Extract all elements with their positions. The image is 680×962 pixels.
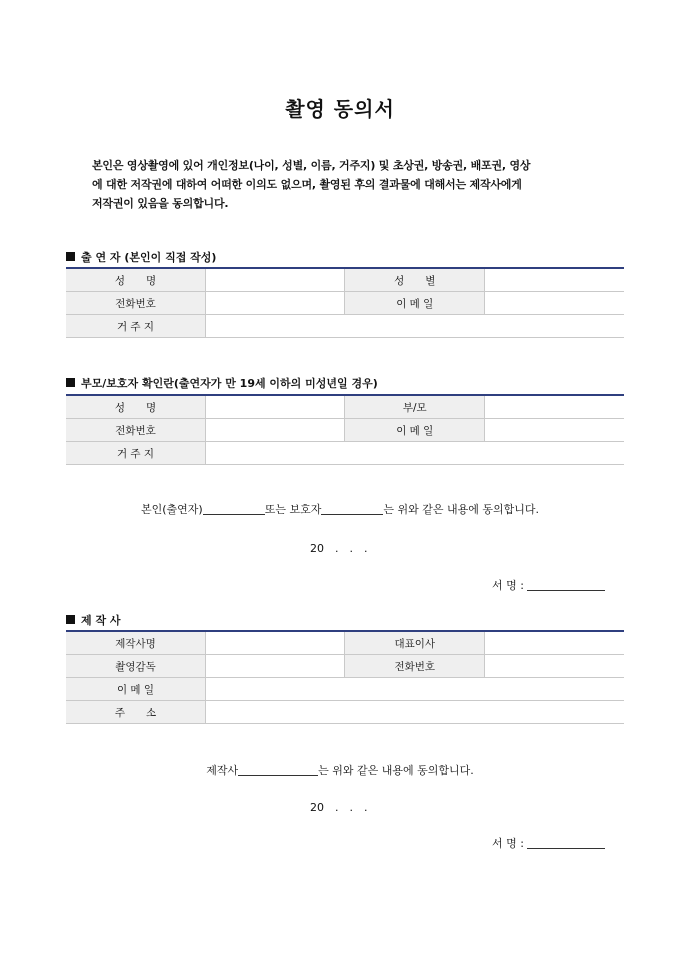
- guardian-name-blank[interactable]: [321, 502, 383, 515]
- producer-consent-line: [0, 762, 680, 778]
- consent1-part3: 는 위와 같은 내용에 동의합니다.: [383, 503, 539, 516]
- producer-company-label: 제작사명: [66, 631, 206, 655]
- performer-email-label: 이 메 일: [345, 292, 485, 315]
- signature-label-2: 서 명 :: [492, 837, 524, 850]
- square-bullet-icon: [66, 252, 75, 261]
- producer-name-blank[interactable]: [238, 763, 318, 776]
- signature-line-2: [492, 835, 605, 851]
- performer-heading-text: 출 연 자 (본인이 직접 작성): [81, 251, 217, 264]
- consent1-part1: 본인(출연자): [141, 503, 203, 516]
- performer-phone-field[interactable]: [206, 292, 345, 315]
- producer-address-label: 주 소: [66, 701, 206, 724]
- consent2-part1: 제작사: [206, 764, 239, 777]
- guardian-address-field[interactable]: [206, 442, 625, 465]
- signature-blank-2[interactable]: [527, 836, 605, 849]
- performer-name-blank[interactable]: [203, 502, 265, 515]
- guardian-relation-label: 부/모: [345, 395, 485, 419]
- intro-line-3: 저작권이 있음을 동의합니다.: [92, 197, 229, 210]
- performer-address-field[interactable]: [206, 315, 625, 338]
- square-bullet-icon: [66, 378, 75, 387]
- producer-ceo-label: 대표이사: [345, 631, 485, 655]
- producer-section-heading: [66, 612, 121, 628]
- guardian-relation-field[interactable]: [485, 395, 624, 419]
- guardian-table: [66, 394, 624, 465]
- guardian-section-heading: [66, 375, 378, 391]
- performer-gender-field[interactable]: [485, 268, 624, 292]
- performer-name-label: 성 명: [66, 268, 206, 292]
- guardian-address-label: 거 주 지: [66, 442, 206, 465]
- producer-director-label: 촬영감독: [66, 655, 206, 678]
- guardian-email-label: 이 메 일: [345, 419, 485, 442]
- producer-email-field[interactable]: [206, 678, 625, 701]
- document-title: 촬영 동의서: [285, 97, 395, 121]
- producer-director-field[interactable]: [206, 655, 345, 678]
- guardian-email-field[interactable]: [485, 419, 624, 442]
- signature-blank-1[interactable]: [527, 578, 605, 591]
- performer-email-field[interactable]: [485, 292, 624, 315]
- performer-gender-label: 성 별: [345, 268, 485, 292]
- guardian-heading-text: 부모/보호자 확인란(출연자가 만 19세 이하의 미성년일 경우): [81, 377, 378, 390]
- producer-table: [66, 630, 624, 724]
- intro-paragraph: [92, 156, 592, 213]
- performer-consent-line: [0, 501, 680, 517]
- producer-email-label: 이 메 일: [66, 678, 206, 701]
- consent2-part2: 는 위와 같은 내용에 동의합니다.: [318, 764, 474, 777]
- performer-section-heading: [66, 249, 216, 265]
- guardian-name-field[interactable]: [206, 395, 345, 419]
- consent1-part2: 또는 보호자: [264, 503, 322, 516]
- date-line-2: 20 . . .: [310, 801, 368, 814]
- performer-address-label: 거 주 지: [66, 315, 206, 338]
- signature-label-1: 서 명 :: [492, 579, 524, 592]
- guardian-phone-label: 전화번호: [66, 419, 206, 442]
- performer-table: [66, 267, 624, 338]
- intro-line-1: 본인은 영상촬영에 있어 개인정보(나이, 성별, 이름, 거주지) 및 초상권, 방송권, 배포권, 영상: [92, 159, 531, 172]
- producer-phone-label: 전화번호: [345, 655, 485, 678]
- intro-line-2: 에 대한 저작권에 대하여 어떠한 이의도 없으며, 촬영된 후의 결과물에 대해서는 제작사에게: [92, 178, 522, 191]
- producer-heading-text: 제 작 사: [81, 614, 121, 627]
- performer-phone-label: 전화번호: [66, 292, 206, 315]
- date-line-1: 20 . . .: [310, 542, 368, 555]
- guardian-phone-field[interactable]: [206, 419, 345, 442]
- producer-address-field[interactable]: [206, 701, 625, 724]
- producer-company-field[interactable]: [206, 631, 345, 655]
- performer-name-field[interactable]: [206, 268, 345, 292]
- producer-ceo-field[interactable]: [485, 631, 624, 655]
- producer-phone-field[interactable]: [485, 655, 624, 678]
- signature-line-1: [492, 577, 605, 593]
- square-bullet-icon: [66, 615, 75, 624]
- guardian-name-label: 성 명: [66, 395, 206, 419]
